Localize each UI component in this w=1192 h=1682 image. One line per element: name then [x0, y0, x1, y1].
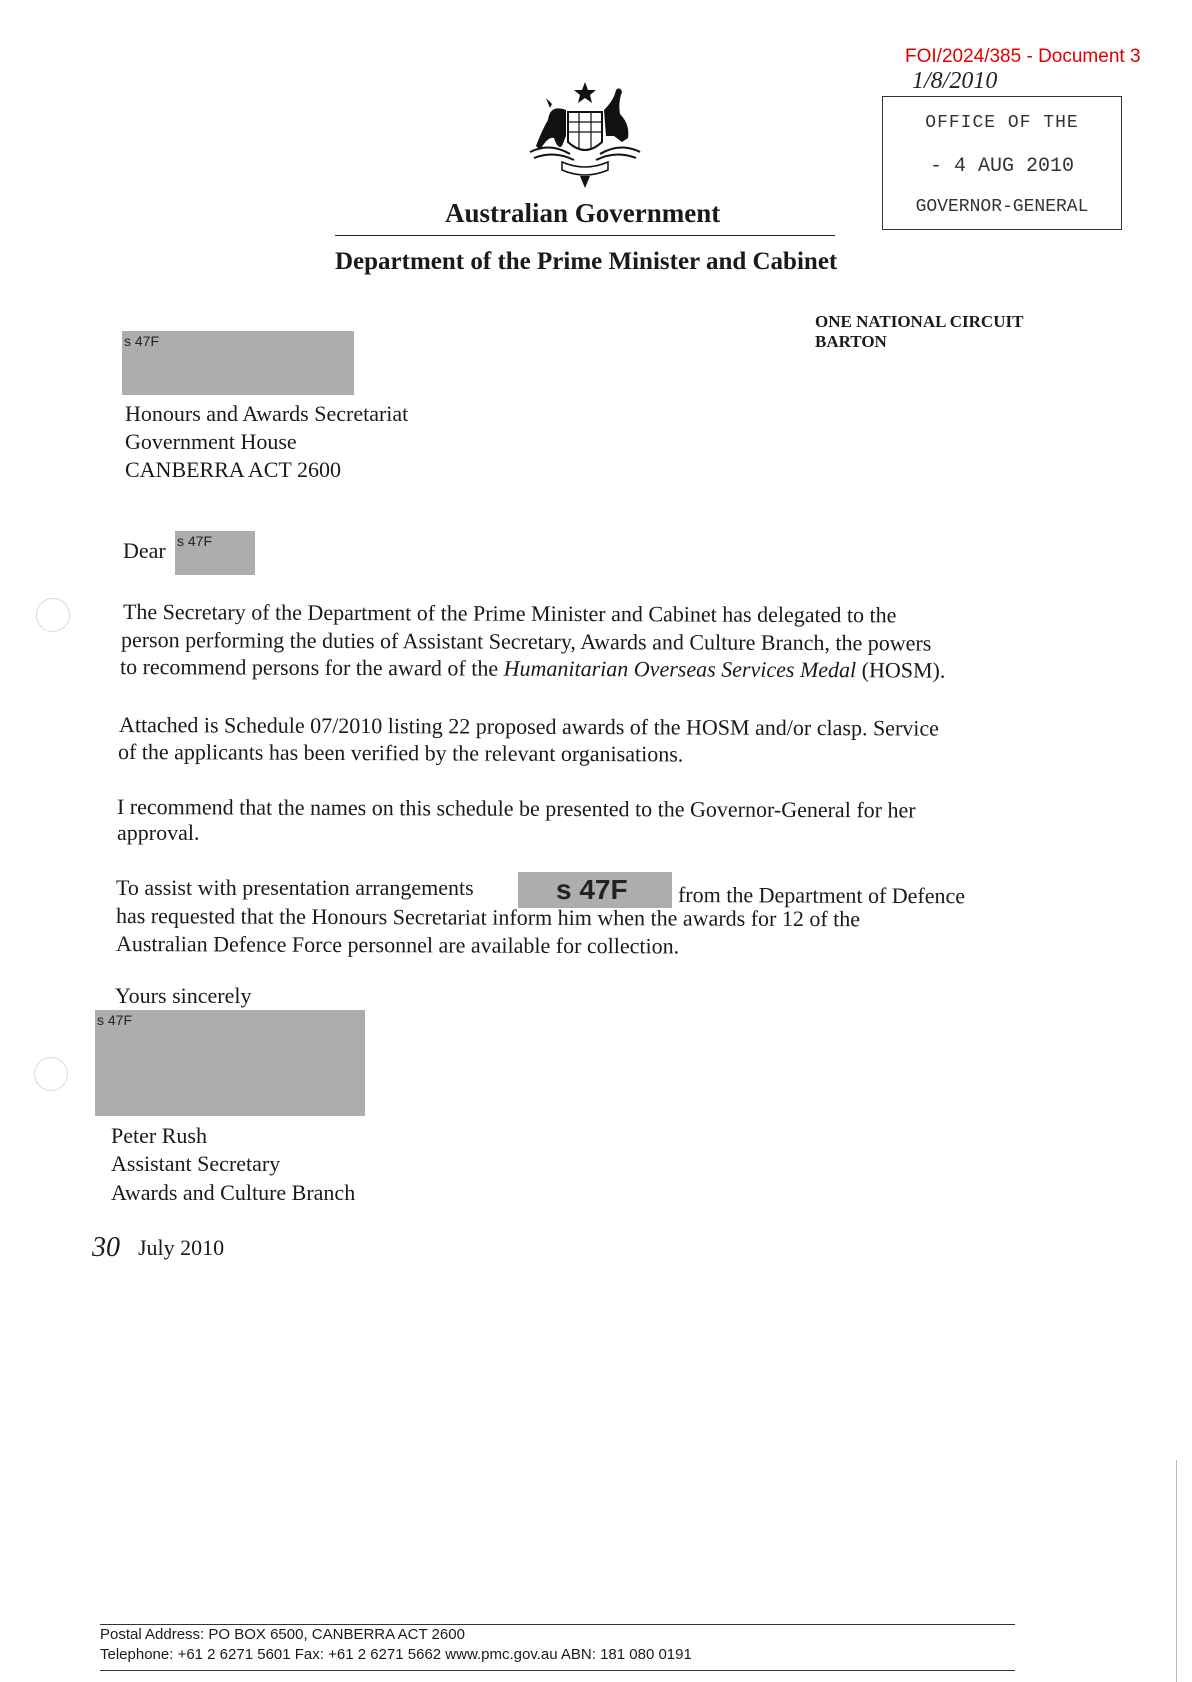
handwritten-date: 1/8/2010 [912, 68, 998, 94]
footer-telephone: Telephone: +61 2 6271 5601 Fax: +61 2 6271 5662 www.pmc.gov.au ABN: 181 080 0191 [100, 1646, 692, 1663]
redaction-signature [95, 1010, 365, 1116]
medal-name: Humanitarian Overseas Services Medal [503, 655, 857, 683]
signatory-name: Peter Rush [111, 1123, 207, 1148]
recipient-line-1: Honours and Awards Secretariat [125, 401, 409, 426]
body-p3-line-2: approval. [117, 820, 200, 845]
foi-reference: FOI/2024/385 - Document 3 [905, 46, 1141, 67]
stamp-line-3: GOVERNOR-GENERAL [915, 197, 1089, 217]
redaction-label-large: s 47F [556, 874, 628, 905]
government-heading: Australian Government [445, 198, 721, 228]
letter-date: July 2010 [138, 1235, 225, 1260]
body-p3-line-1: I recommend that the names on this schedule be presented to the Governor-General for her [116, 794, 916, 823]
redaction-label: s 47F [97, 1012, 133, 1028]
signatory-branch: Awards and Culture Branch [111, 1180, 356, 1205]
sender-address [815, 312, 1023, 352]
footer-divider-bottom [100, 1670, 1015, 1671]
signatory-title: Assistant Secretary [111, 1151, 281, 1176]
punch-hole [34, 1057, 68, 1091]
body-p2-line-2: of the applicants has been verified by the relevant organisations. [117, 739, 684, 767]
body-p1-line-3-c: (HOSM). [856, 657, 946, 683]
body-p2-line-1: Attached is Schedule 07/2010 listing 22 proposed awards of the HOSM and/or clasp. Service [118, 712, 939, 741]
recipient-line-2: Government House [125, 429, 297, 454]
punch-hole [36, 598, 70, 632]
salutation: Dear [123, 538, 166, 563]
body-p4-line-3: Australian Defence Force personnel are available for collection. [115, 931, 680, 959]
handwritten-day: 30 [92, 1232, 120, 1263]
stamp-date: - 4 AUG 2010 [929, 155, 1075, 178]
body-p1-line-1: The Secretary of the Department of the Prime Minister and Cabinet has delegated to the [122, 599, 897, 628]
recipient-line-3: CANBERRA ACT 2600 [125, 457, 341, 482]
body-p1-line-2: person performing the duties of Assistant Secretary, Awards and Culture Branch, the powers [120, 627, 932, 656]
body-p1-line-3 [120, 653, 946, 684]
sender-address-line-2: BARTON [815, 332, 887, 351]
coat-of-arms-icon [510, 80, 660, 190]
department-heading: Department of the Prime Minister and Cabinet [335, 248, 838, 275]
redaction-label: s 47F [124, 333, 160, 349]
body-p4-line-2: has requested that the Honours Secretariat inform him when the awards for 12 of the [115, 903, 861, 932]
footer-divider-top [100, 1624, 1015, 1625]
footer-postal: Postal Address: PO BOX 6500, CANBERRA ACT 2600 [100, 1626, 465, 1643]
body-p4-line-1-a: To assist with presentation arrangements [116, 875, 474, 900]
stamp-line-1: OFFICE OF THE [925, 113, 1079, 133]
body-p1-line-3-a: to recommend persons for the award of the [119, 654, 504, 681]
redaction-salutation-name [175, 531, 255, 575]
redaction-recipient-name [122, 331, 354, 395]
scan-edge [1176, 1460, 1177, 1682]
letterhead-divider [335, 235, 835, 236]
body-p4-line-1-b: from the Department of Defence [677, 882, 966, 909]
sender-address-line-1: ONE NATIONAL CIRCUIT [815, 312, 1024, 331]
closing: Yours sincerely [115, 983, 252, 1008]
redaction-defence-contact [518, 872, 672, 908]
redaction-label: s 47F [177, 533, 213, 549]
received-stamp [882, 96, 1122, 230]
